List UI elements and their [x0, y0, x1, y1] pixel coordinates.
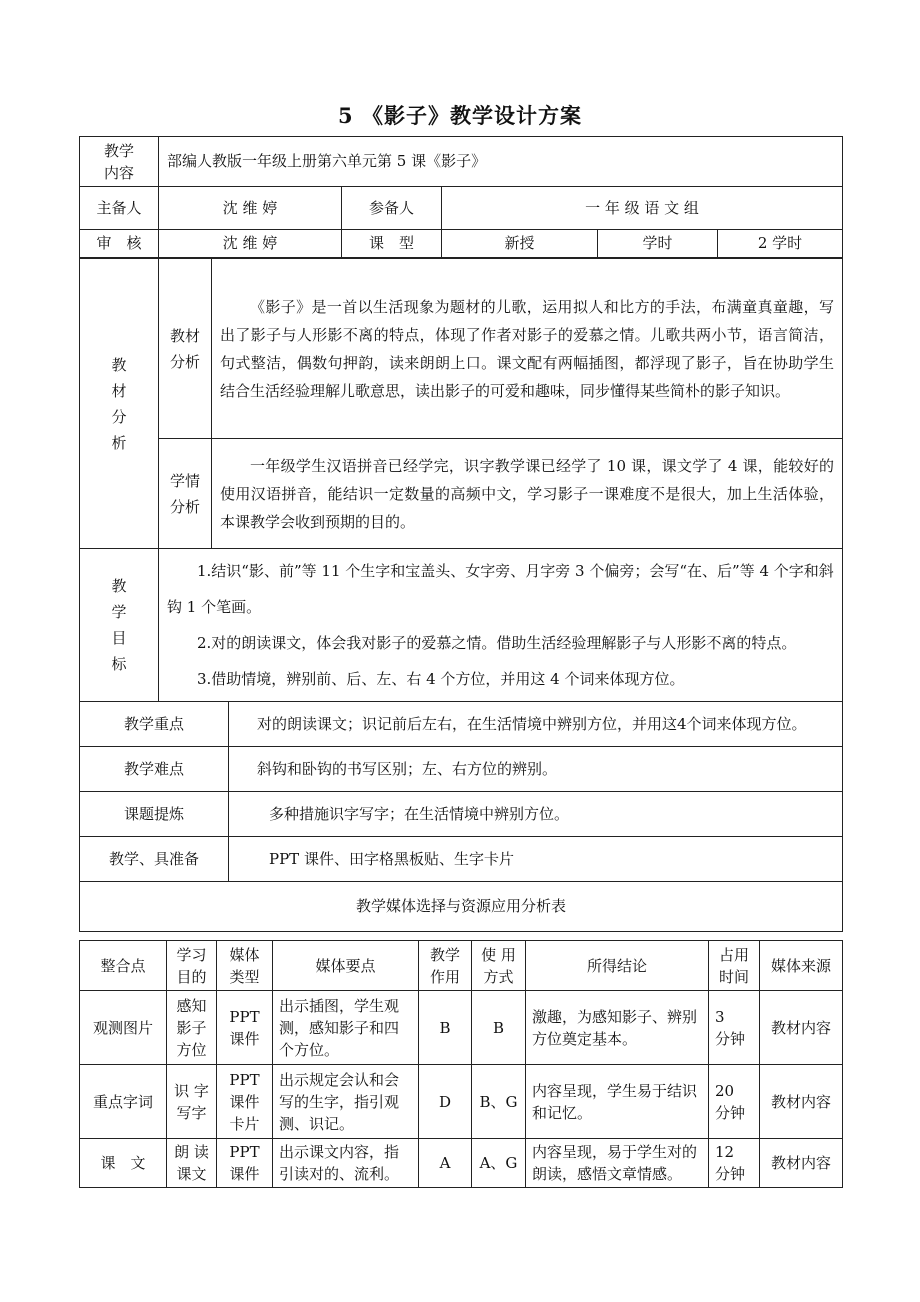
media-cell: 内容呈现，易于学生对的朗读，感悟文章情感。	[526, 1139, 709, 1188]
topic-label: 课题提炼	[80, 792, 229, 837]
media-cell: A、G	[472, 1139, 526, 1188]
table-row	[80, 991, 843, 1065]
media-cell: PPT 课件 卡片	[217, 1065, 273, 1139]
media-cell: 识 字 写字	[167, 1065, 217, 1139]
lead-value: 沈 维 婷	[159, 187, 342, 230]
media-header: 使 用 方式	[472, 941, 526, 991]
media-header: 所得结论	[526, 941, 709, 991]
type-label: 课 型	[342, 230, 442, 258]
media-header: 教学 作用	[419, 941, 472, 991]
goals-list	[159, 549, 843, 702]
key-point-label: 教学重点	[80, 702, 229, 747]
analysis-label: 教 材 分 析	[80, 259, 159, 549]
media-header: 占用 时间	[709, 941, 760, 991]
media-cell: PPT 课件	[217, 991, 273, 1065]
co-label: 参备人	[342, 187, 442, 230]
student-label: 学情 分析	[159, 439, 212, 549]
table-row	[80, 1065, 843, 1139]
content-value: 部编人教版一年级上册第六单元第 5 课《影子》	[159, 137, 843, 187]
media-cell: 教材内容	[760, 991, 843, 1065]
page-title: 5 《影子》教学设计方案	[338, 103, 582, 128]
media-cell: 出示课文内容，指引读对的、流利。	[273, 1139, 419, 1188]
lead-label: 主备人	[80, 187, 159, 230]
media-cell: 激趣，为感知影子、辨别方位奠定基本。	[526, 991, 709, 1065]
media-cell: 课 文	[80, 1139, 167, 1188]
goal-item: 3.借助情境，辨别前、后、左、右 4 个方位，并用这 4 个词来体现方位。	[197, 670, 685, 688]
goal-item: 2.对的朗读课文，体会我对影子的爱慕之情。借助生活经验理解影子与人形影不离的特点。	[197, 634, 797, 652]
media-table	[79, 940, 843, 1188]
media-cell: 教材内容	[760, 1139, 843, 1188]
student-text: 一年级学生汉语拼音已经学完，识字教学课已经学了 10 课，课文学了 4 课，能较好的使用汉语拼音，能结识一定数量的高频中文，学习影子一课难度不是很大，加上生活体验，本课教学会收到预期的目的。	[212, 439, 843, 549]
media-cell: 朗 读 课文	[167, 1139, 217, 1188]
media-cell: 观测图片	[80, 991, 167, 1065]
media-cell: 感知 影子 方位	[167, 991, 217, 1065]
key-point-value: 对的朗读课文；识记前后左右，在生活情境中辨别方位，并用这4个词来体现方位。	[229, 702, 843, 747]
material-label: 教材 分析	[159, 259, 212, 439]
hours-label: 学时	[598, 230, 718, 258]
media-header: 整合点	[80, 941, 167, 991]
type-value: 新授	[442, 230, 598, 258]
media-cell: 20 分钟	[709, 1065, 760, 1139]
media-header: 媒体要点	[273, 941, 419, 991]
media-cell: 出示规定会认和会写的生字，指引观测、识记。	[273, 1065, 419, 1139]
media-cell: B、G	[472, 1065, 526, 1139]
media-cell: B	[472, 991, 526, 1065]
media-cell: 出示插图，学生观测，感知影子和四个方位。	[273, 991, 419, 1065]
content-label: 教学 内容	[80, 137, 159, 187]
prep-label: 教学、具准备	[80, 837, 229, 882]
co-value: 一 年 级 语 文 组	[442, 187, 843, 230]
media-cell: D	[419, 1065, 472, 1139]
info-table	[79, 136, 843, 258]
difficulty-value: 斜钩和卧钩的书写区别；左、右方位的辨别。	[229, 747, 843, 792]
media-cell: 内容呈现，学生易于结识和记忆。	[526, 1065, 709, 1139]
difficulty-label: 教学难点	[80, 747, 229, 792]
media-cell: 教材内容	[760, 1065, 843, 1139]
goal-item: 1.结识“影、前”等 11 个生字和宝盖头、女字旁、月字旁 3 个偏旁；会写“在、后”等 4 个字和斜钩 1 个笔画。	[167, 562, 834, 616]
review-value: 沈 维 婷	[159, 230, 342, 258]
media-cell: 重点字词	[80, 1065, 167, 1139]
media-cell: 12 分钟	[709, 1139, 760, 1188]
media-cell: A	[419, 1139, 472, 1188]
media-header: 媒体 类型	[217, 941, 273, 991]
topic-value: 多种措施识字写字；在生活情境中辨别方位。	[229, 792, 843, 837]
review-label: 审 核	[80, 230, 159, 258]
material-text: 《影子》是一首以生活现象为题材的儿歌，运用拟人和比方的手法，布满童真童趣，写出了影子与人形影不离的特点，体现了作者对影子的爱慕之情。儿歌共两小节，语言简洁，句式整洁，偶数句押韵，读来朗朗上口。课文配有两幅插图，都浮现了影子，旨在协助学生结合生活经验理解儿歌意思，读出影子的可爱和趣味，同步懂得某些简朴的影子知识。	[212, 259, 843, 439]
media-cell: B	[419, 991, 472, 1065]
table-row	[80, 1139, 843, 1188]
media-table-title: 教学媒体选择与资源应用分析表	[80, 882, 843, 932]
media-cell: 3 分钟	[709, 991, 760, 1065]
hours-value: 2 学时	[718, 230, 843, 258]
media-cell: PPT 课件	[217, 1139, 273, 1188]
prep-value: PPT 课件、田字格黑板贴、生字卡片	[229, 837, 843, 882]
media-header: 学习 目的	[167, 941, 217, 991]
plan-table	[79, 258, 843, 932]
media-header: 媒体来源	[760, 941, 843, 991]
goals-label: 教 学 目 标	[80, 549, 159, 702]
